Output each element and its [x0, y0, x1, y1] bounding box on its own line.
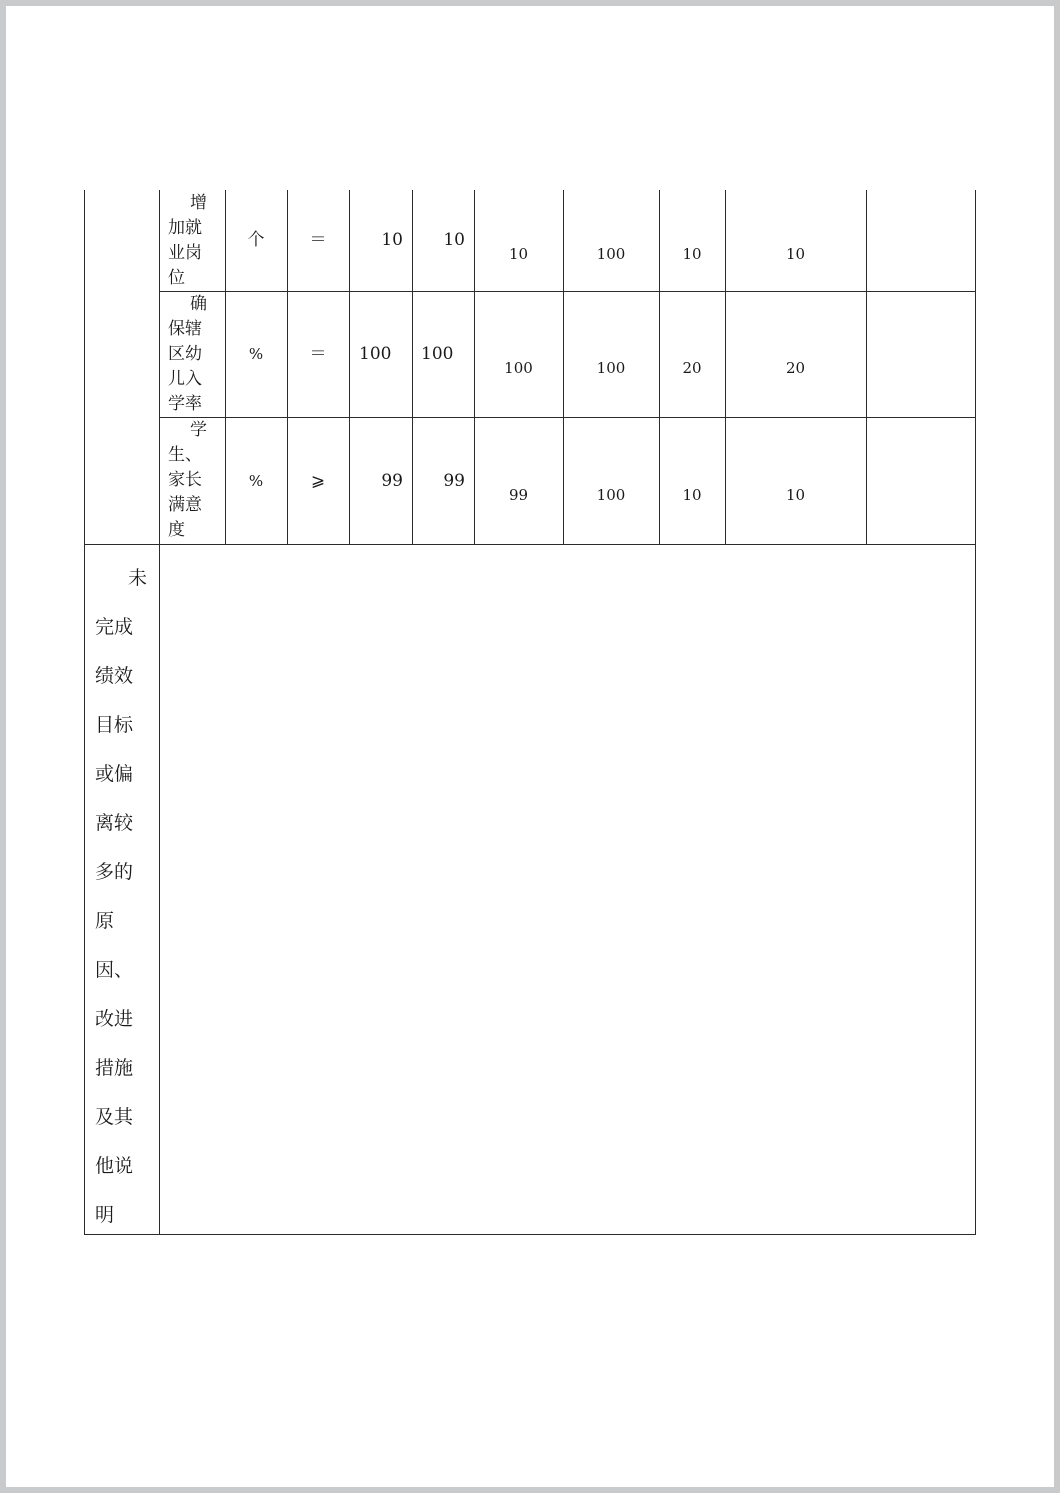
- weight-value: 20: [682, 359, 702, 377]
- notes-label-line: 离较: [95, 812, 134, 834]
- table-right-border: [975, 190, 976, 1235]
- document-page: [6, 6, 1054, 1487]
- column-divider: [866, 190, 867, 545]
- unit-cell: 个: [247, 230, 265, 250]
- completion-value: 100: [504, 359, 533, 377]
- rate-value: 100: [596, 486, 626, 504]
- actual-value: 100: [421, 344, 454, 364]
- notes-label-line: 或偏: [95, 763, 134, 785]
- completion-value: 99: [508, 486, 529, 504]
- indicator-name: 学生、家长满意度: [168, 420, 207, 540]
- unit-cell: %: [248, 345, 264, 363]
- weight-value: 10: [682, 245, 702, 263]
- completion-value: 10: [508, 245, 529, 263]
- score-value: 10: [785, 245, 806, 263]
- table-bottom-border: [84, 1234, 976, 1235]
- notes-label-line: 他说: [95, 1155, 134, 1177]
- notes-label-line: 明: [95, 1204, 115, 1226]
- row-divider: [84, 544, 976, 545]
- unit-cell: %: [248, 472, 264, 490]
- notes-label-line: 目标: [95, 714, 134, 736]
- notes-label-line: 原: [95, 910, 115, 932]
- indicator-name: 确保辖区幼儿入学率: [168, 294, 207, 414]
- rate-value: 100: [596, 359, 626, 377]
- indicator-name: 增加就业岗位: [168, 193, 207, 288]
- notes-label-line: 措施: [95, 1057, 134, 1079]
- notes-label-line: 绩效: [95, 665, 134, 687]
- operator-cell: ⩾: [310, 471, 326, 491]
- target-value: 100: [359, 344, 392, 364]
- notes-label-line: 多的: [95, 861, 134, 883]
- target-value: 99: [381, 471, 403, 491]
- notes-label-line: 及其: [95, 1106, 134, 1128]
- score-value: 20: [785, 359, 806, 377]
- column-divider: [159, 190, 160, 1235]
- weight-value: 10: [682, 486, 702, 504]
- notes-label-line: 改进: [95, 1008, 134, 1030]
- score-value: 10: [785, 486, 806, 504]
- row-divider: [159, 417, 976, 418]
- notes-content: [166, 551, 966, 1221]
- notes-label-line: 因、: [95, 959, 134, 981]
- notes-label-line: 未: [128, 567, 148, 589]
- target-value: 10: [381, 230, 403, 250]
- operator-cell: ＝: [309, 344, 327, 364]
- actual-value: 99: [443, 471, 465, 491]
- rate-value: 100: [596, 245, 626, 263]
- operator-cell: ＝: [309, 230, 327, 250]
- table-left-border: [84, 190, 85, 1235]
- row-divider: [159, 291, 976, 292]
- notes-label-line: 完成: [95, 616, 134, 638]
- actual-value: 10: [443, 230, 465, 250]
